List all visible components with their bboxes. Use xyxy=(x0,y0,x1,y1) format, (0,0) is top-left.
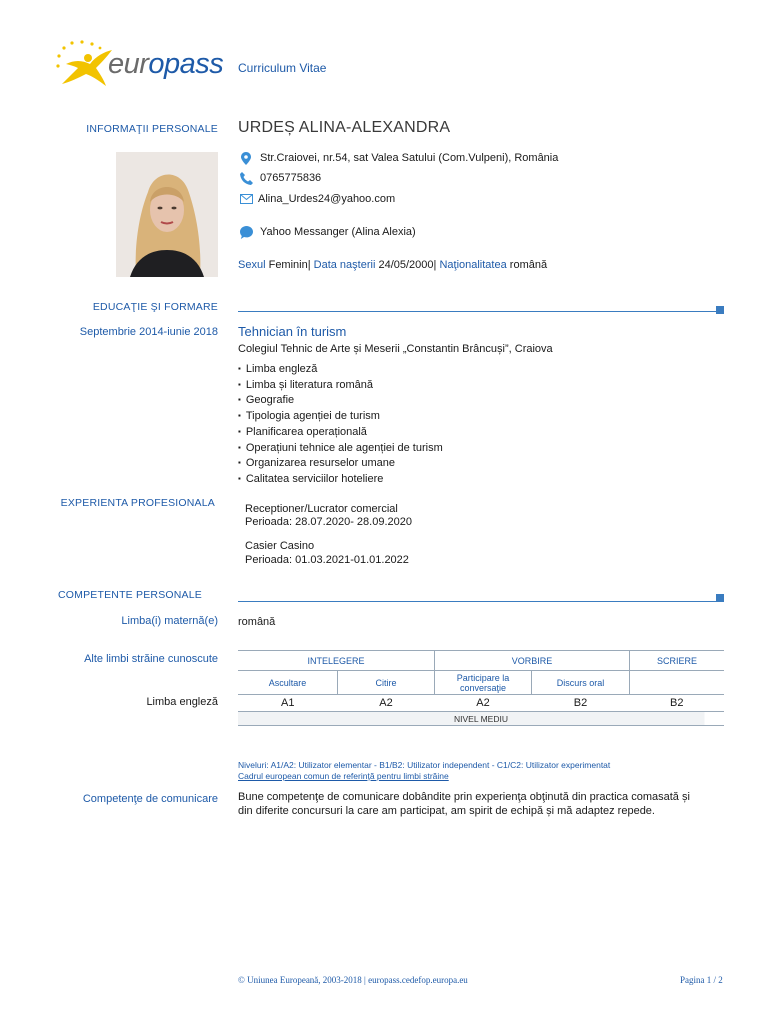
email-row xyxy=(238,192,395,206)
subheader-reading: Citire xyxy=(338,671,435,695)
education-title: Tehnician în turism xyxy=(238,324,347,339)
subjects-list xyxy=(238,362,443,488)
list-item: ▪ Tipologia agenției de turism xyxy=(238,409,443,425)
list-item: ▪ Calitatea serviciilor hoteliere xyxy=(238,472,443,488)
job-title: Casier Casino xyxy=(245,540,315,552)
communication-line-2: din diferite concursuri la care am participat, am spirit de echipă și mă adaptez repede. xyxy=(238,805,655,817)
phone-icon xyxy=(238,171,254,185)
address-text: Str.Craiovei, nr.54, sat Valea Satului (Com.Vulpeni), România xyxy=(260,152,559,164)
value-listening: A1 xyxy=(238,695,338,712)
framework-link[interactable]: Cadrul european comun de referinţă pentru limbi străine xyxy=(238,771,449,781)
value-conversation: A2 xyxy=(435,695,532,712)
list-item: ▪ Operațiuni tehnice ale agenției de turism xyxy=(238,441,443,457)
header-speaking: VORBIRE xyxy=(435,651,630,671)
footer-page-number: Pagina 1 / 2 xyxy=(680,975,723,985)
subheader-oral: Discurs oral xyxy=(532,671,630,695)
competences-divider xyxy=(238,601,718,602)
mother-tongue-value: română xyxy=(238,616,276,628)
sex-label: Sexul xyxy=(238,259,266,271)
nationality-value: română xyxy=(509,259,548,271)
phone-text[interactable]: 0765775836 xyxy=(260,172,322,184)
europass-logo xyxy=(52,38,222,90)
profile-photo xyxy=(116,152,218,277)
im-text: Yahoo Messanger (Alina Alexia) xyxy=(260,226,416,238)
subheader-conversation: Participare la conversaţie xyxy=(435,671,532,695)
level-note: NIVEL MEDIU xyxy=(238,712,724,726)
levels-note: Niveluri: A1/A2: Utilizator elementar - B1/B2: Utilizator independent - C1/C2: Utilizator experimentat xyxy=(238,760,611,770)
mother-tongue-label: Limba(i) maternă(e) xyxy=(121,615,218,627)
value-writing: B2 xyxy=(630,695,725,712)
email-icon xyxy=(238,192,254,206)
value-oral: B2 xyxy=(532,695,630,712)
list-item: ▪ Planificarea operațională xyxy=(238,425,443,441)
list-item: ▪ Limba engleză xyxy=(238,362,443,378)
dob-value: 24/05/2000 xyxy=(378,259,434,271)
chat-icon xyxy=(238,225,254,239)
education-section-label: EDUCAŢIE ŞI FORMARE xyxy=(92,301,218,313)
job-period: Perioada: 01.03.2021-01.01.2022 xyxy=(245,554,409,566)
doc-title: Curriculum Vitae xyxy=(238,61,327,75)
education-divider-square xyxy=(716,306,724,314)
personal-details-line: Sexul Feminin| Data naşterii 24/05/2000| Naţionalitatea română xyxy=(238,259,548,271)
full-name: URDEȘ ALINA-ALEXANDRA xyxy=(238,119,451,136)
list-item: ▪ Organizarea resurselor umane xyxy=(238,456,443,472)
location-icon xyxy=(238,151,254,165)
phone-row xyxy=(238,171,321,185)
im-row xyxy=(238,225,416,239)
education-school: Colegiul Tehnic de Arte și Meserii „Constantin Brâncuși”, Craiova xyxy=(238,343,553,355)
experience-section-label: EXPERIENTA PROFESIONALA xyxy=(60,497,215,509)
subheader-listening: Ascultare xyxy=(238,671,338,695)
logo-text-eur: eur xyxy=(108,48,149,80)
email-text[interactable]: Alina_Urdes24@yahoo.com xyxy=(258,193,396,205)
list-item: ▪ Limba și literatura română xyxy=(238,378,443,394)
communication-line-1: Bune competenţe de comunicare dobândite prin experienţa obţinută din practica comasată și xyxy=(238,791,690,803)
address-row xyxy=(238,151,558,165)
competences-section-label: COMPETENTE PERSONALE xyxy=(57,589,202,601)
education-divider xyxy=(238,311,718,312)
subheader-writing-empty xyxy=(630,671,725,695)
communication-label: Competenţe de comunicare xyxy=(82,793,218,805)
sex-value: Feminin xyxy=(268,259,308,271)
lang-row-label: Limba engleză xyxy=(146,696,218,708)
competences-divider-square xyxy=(716,594,724,602)
personal-section-label: INFORMAŢII PERSONALE xyxy=(86,123,218,135)
dob-label: Data naşterii xyxy=(313,259,376,271)
logo-text-opass: opass xyxy=(148,48,224,80)
value-reading: A2 xyxy=(338,695,435,712)
header-understanding: INTELEGERE xyxy=(238,651,435,671)
nationality-label: Naţionalitatea xyxy=(439,259,507,271)
job-title: Receptioner/Lucrator comercial xyxy=(245,503,398,515)
list-item: ▪ Geografie xyxy=(238,393,443,409)
education-period: Septembrie 2014-iunie 2018 xyxy=(79,326,218,338)
job-period: Perioada: 28.07.2020- 28.09.2020 xyxy=(245,516,412,528)
header-writing: SCRIERE xyxy=(630,651,725,671)
footer-copyright[interactable]: © Uniunea Europeană, 2003-2018 | europass.cedefop.europa.eu xyxy=(238,975,468,985)
other-langs-label: Alte limbi străine cunoscute xyxy=(84,653,218,665)
language-table xyxy=(238,650,724,726)
